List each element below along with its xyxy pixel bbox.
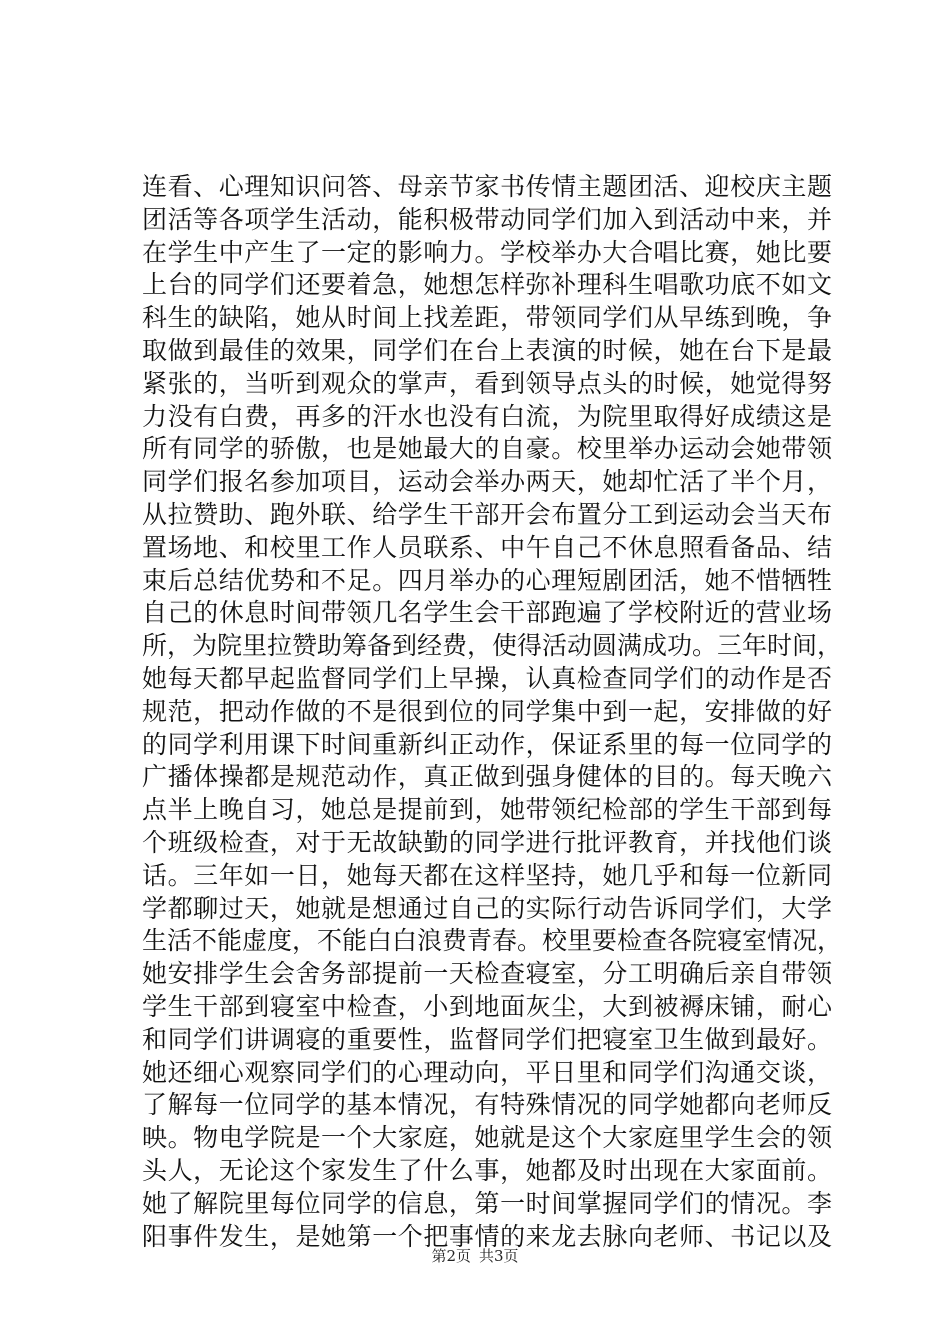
text-line: 连看、心理知识问答、母亲节家书传情主题团活、迎校庆主题 <box>142 172 832 201</box>
text-line: 上台的同学们还要着急，她想怎样弥补理科生唱歌功底不如文 <box>142 270 832 300</box>
text-line: 同学们报名参加项目，运动会举办两天，她却忙活了半个月， <box>142 467 832 497</box>
page-total: 共3页 <box>479 1247 519 1265</box>
text-line: 学生干部到寝室中检查，小到地面灰尘，大到被褥床铺，耐心 <box>142 991 832 1021</box>
text-line: 她还细心观察同学们的心理动向，平日里和同学们沟通交谈， <box>142 1057 832 1087</box>
text-line: 所有同学的骄傲，也是她最大的自豪。校里举办运动会她带领 <box>142 434 832 464</box>
text-line: 取做到最佳的效果，同学们在台上表演的时候，她在台下是最 <box>142 335 832 365</box>
text-line: 紧张的，当听到观众的掌声，看到领导点头的时候，她觉得努 <box>142 368 832 398</box>
text-line: 置场地、和校里工作人员联系、中午自己不休息照看备品、结 <box>142 532 832 562</box>
text-line: 话。三年如一日，她每天都在这样坚持，她几乎和每一位新同 <box>142 860 832 890</box>
text-line: 点半上晚自习，她总是提前到，她带领纪检部的学生干部到每 <box>142 795 832 825</box>
text-line: 束后总结优势和不足。四月举办的心理短剧团活，她不惜牺牲 <box>142 565 832 595</box>
text-line: 在学生中产生了一定的影响力。学校举办大合唱比赛，她比要 <box>142 237 832 267</box>
text-line: 科生的缺陷，她从时间上找差距，带领同学们从早练到晚，争 <box>142 303 832 333</box>
text-line: 映。物电学院是一个大家庭，她就是这个大家庭里学生会的领 <box>142 1123 832 1153</box>
text-line: 自己的休息时间带领几名学生会干部跑遍了学校附近的营业场 <box>142 598 832 628</box>
text-line: 她安排学生会舍务部提前一天检查寝室，分工明确后亲自带领 <box>142 959 832 989</box>
text-line: 头人，无论这个家发生了什么事，她都及时出现在大家面前。 <box>142 1155 832 1185</box>
text-line: 力没有白费，再多的汗水也没有白流，为院里取得好成绩这是 <box>142 401 832 431</box>
body-text <box>142 171 843 1253</box>
text-line: 她每天都早起监督同学们上早操，认真检查同学们的动作是否 <box>142 663 832 693</box>
text-line: 所，为院里拉赞助筹备到经费，使得活动圆满成功。三年时间， <box>142 631 843 661</box>
page-footer <box>0 1246 950 1266</box>
text-line: 个班级检查，对于无故缺勤的同学进行批评教育，并找他们谈 <box>142 827 832 857</box>
text-line: 学都聊过天，她就是想通过自己的实际行动告诉同学们，大学 <box>142 893 832 923</box>
text-line: 从拉赞助、跑外联、给学生干部开会布置分工到运动会当天布 <box>142 499 832 529</box>
text-line: 阳事件发生，是她第一个把事情的来龙去脉向老师、书记以及 <box>142 1221 832 1251</box>
text-line: 生活不能虚度，不能白白浪费青春。校里要检查各院寝室情况， <box>142 926 843 956</box>
text-line: 和同学们讲调寝的重要性，监督同学们把寝室卫生做到最好。 <box>142 1024 832 1054</box>
text-line: 团活等各项学生活动，能积极带动同学们加入到活动中来，并 <box>142 204 832 234</box>
text-line: 规范，把动作做的不是很到位的同学集中到一起，安排做的好 <box>142 696 832 726</box>
page-number: 第2页 <box>431 1247 471 1265</box>
text-line: 广播体操都是规范动作，真正做到强身健体的目的。每天晚六 <box>142 762 832 792</box>
text-line: 她了解院里每位同学的信息，第一时间掌握同学们的情况。李 <box>142 1188 832 1218</box>
text-line: 了解每一位同学的基本情况，有特殊情况的同学她都向老师反 <box>142 1090 832 1120</box>
text-line: 的同学利用课下时间重新纠正动作，保证系里的每一位同学的 <box>142 729 832 759</box>
